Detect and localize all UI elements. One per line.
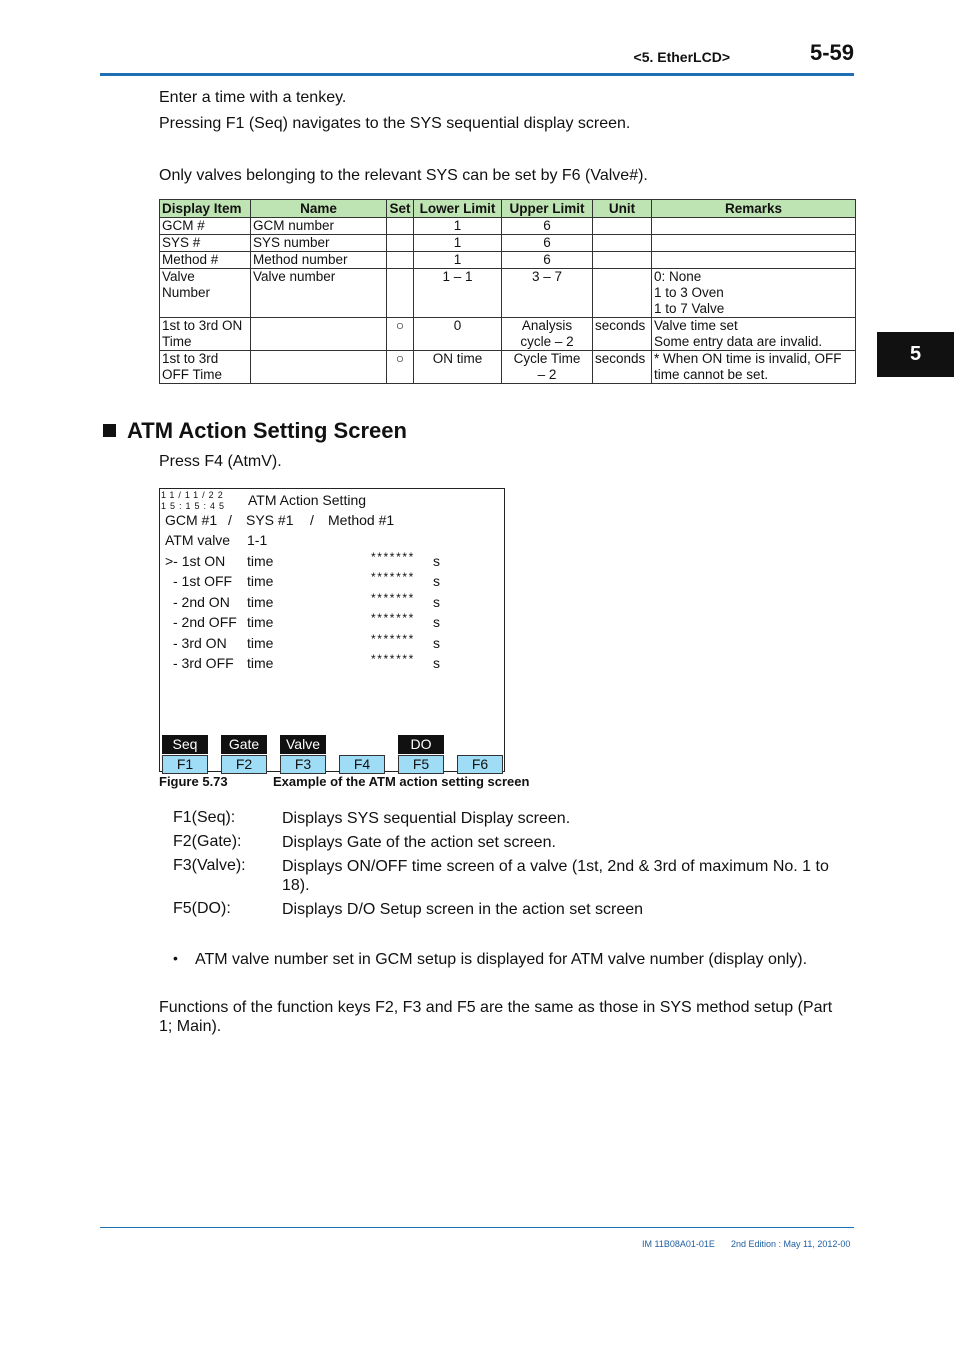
- table-row: [160, 351, 856, 384]
- lcd-row-label: - 2nd ON: [173, 593, 230, 610]
- cell-lower-limit: ON time: [414, 351, 502, 384]
- desc-text-f3: Displays ON/OFF time screen of a valve (1st, 2nd & 3rd of maximum No. 1 to 18).: [282, 858, 829, 894]
- softkey-label-gate: Gate: [221, 735, 267, 754]
- lcd-row-value[interactable]: *******: [371, 550, 415, 564]
- cell-set: [387, 252, 414, 269]
- section-instruction: Press F4 (AtmV).: [159, 453, 282, 470]
- cell-display-item: Method #: [160, 252, 251, 269]
- lcd-row-label: - 2nd OFF: [173, 614, 237, 631]
- desc-term-f3: F3(Valve):: [173, 857, 246, 874]
- cell-name: [251, 318, 387, 351]
- cell-remarks: 0: None 1 to 3 Oven 1 to 7 Valve: [652, 269, 856, 318]
- running-header-section: <5. EtherLCD>: [633, 49, 730, 65]
- table-row: [160, 252, 856, 269]
- cell-upper-limit: Analysis cycle – 2: [502, 318, 593, 351]
- chapter-tab: 5: [877, 332, 954, 377]
- col-header-display-item: Display Item: [160, 200, 251, 218]
- lcd-row-time-label: time: [247, 553, 274, 569]
- lcd-row-label: - 3rd ON: [173, 634, 227, 651]
- function-key-f2[interactable]: F2: [221, 755, 267, 774]
- lcd-row-value[interactable]: *******: [371, 652, 415, 666]
- cell-lower-limit: 1: [414, 235, 502, 252]
- softkey-label-valve: Valve: [280, 735, 326, 754]
- lcd-gcm: GCM #1: [165, 512, 218, 528]
- bullet-note: ATM valve number set in GCM setup is displayed for ATM valve number (display only).: [195, 951, 808, 968]
- settings-table: [159, 199, 856, 384]
- cell-name: GCM number: [251, 218, 387, 235]
- desc-text-f1: Displays SYS sequential Display screen.: [282, 810, 571, 827]
- function-key-f5[interactable]: F5: [398, 755, 444, 774]
- lcd-row-unit: s: [433, 593, 440, 610]
- header-rule: [100, 73, 854, 76]
- cell-unit: [593, 218, 652, 235]
- lcd-time: 15:15:45: [161, 501, 229, 511]
- lcd-row-time-label: time: [247, 634, 274, 651]
- cell-set: ○: [387, 318, 414, 351]
- intro-line-1: Enter a time with a tenkey.: [159, 89, 347, 106]
- lcd-row-label: - 1st OFF: [173, 573, 233, 590]
- cell-upper-limit: 6: [502, 218, 593, 235]
- table-header-row: [160, 200, 856, 218]
- lcd-sys: SYS #1: [246, 512, 294, 528]
- lcd-row-time-label: time: [247, 573, 274, 590]
- lcd-separator: /: [228, 512, 232, 528]
- col-header-name: Name: [251, 200, 387, 218]
- cell-unit: [593, 252, 652, 269]
- footer-rule: [100, 1227, 854, 1228]
- lcd-row-unit: s: [433, 614, 440, 631]
- lcd-row-value[interactable]: *******: [371, 631, 415, 646]
- cell-remarks: [652, 218, 856, 235]
- cell-name: [251, 351, 387, 384]
- intro-line-3: Only valves belonging to the relevant SYS can be set by F6 (Valve#).: [159, 167, 648, 184]
- lcd-row-unit: s: [433, 634, 440, 651]
- table-row: [160, 269, 856, 318]
- col-header-remarks: Remarks: [652, 200, 856, 218]
- col-header-unit: Unit: [593, 200, 652, 218]
- lcd-date: 11/11/22: [161, 490, 227, 500]
- desc-term-f5: F5(DO):: [173, 900, 231, 917]
- cell-set: [387, 218, 414, 235]
- cell-unit: [593, 235, 652, 252]
- page-number: 5-59: [809, 40, 854, 65]
- cell-upper-limit: 6: [502, 252, 593, 269]
- cell-remarks: Valve time set Some entry data are invalid.: [652, 318, 856, 351]
- cell-display-item: Valve Number: [160, 269, 251, 318]
- cell-upper-limit: Cycle Time – 2: [502, 351, 593, 384]
- cell-unit: [593, 269, 652, 318]
- cell-lower-limit: 0: [414, 318, 502, 351]
- function-key-f3[interactable]: F3: [280, 755, 326, 774]
- section-bullet-icon: [103, 424, 116, 437]
- lcd-screen: [159, 488, 505, 772]
- function-key-f1[interactable]: F1: [162, 755, 208, 774]
- cell-remarks: * When ON time is invalid, OFF time cannot be set.: [652, 351, 856, 384]
- bullet-icon: •: [173, 950, 178, 966]
- lcd-row-unit: s: [433, 655, 440, 671]
- cell-upper-limit: 3 – 7: [502, 269, 593, 318]
- cell-lower-limit: 1: [414, 218, 502, 235]
- function-key-f6[interactable]: F6: [457, 755, 503, 774]
- desc-term-f1: F1(Seq):: [173, 809, 236, 826]
- lcd-row-label: - 3rd OFF: [173, 655, 234, 671]
- lcd-row-value[interactable]: *******: [371, 611, 415, 626]
- lcd-row-time-label: time: [247, 593, 274, 610]
- softkey-label-seq: Seq: [162, 735, 208, 754]
- cell-unit: seconds: [593, 318, 652, 351]
- col-header-set: Set: [387, 200, 414, 218]
- lcd-row-unit: s: [433, 573, 440, 590]
- cell-name: Valve number: [251, 269, 387, 318]
- lcd-row-time-label: time: [247, 655, 274, 671]
- cell-display-item: SYS #: [160, 235, 251, 252]
- col-header-upper-limit: Upper Limit: [502, 200, 593, 218]
- cell-unit: seconds: [593, 351, 652, 384]
- function-key-f4[interactable]: F4: [339, 755, 385, 774]
- closing-paragraph: Functions of the function keys F2, F3 and F5 are the same as those in SYS method setup (Part 1; Main).: [159, 999, 833, 1035]
- desc-text-f2: Displays Gate of the action set screen.: [282, 834, 556, 851]
- cell-remarks: [652, 235, 856, 252]
- lcd-atm-label: ATM valve: [165, 532, 231, 548]
- cell-lower-limit: 1: [414, 252, 502, 269]
- footer-doc-id: IM 11B08A01-01E: [642, 1239, 715, 1249]
- lcd-row-label: >- 1st ON: [165, 553, 226, 569]
- lcd-row-value[interactable]: *******: [371, 590, 415, 605]
- lcd-row-unit: s: [433, 553, 440, 569]
- lcd-atm-value: 1-1: [247, 532, 268, 548]
- cell-set: [387, 235, 414, 252]
- section-title: ATM Action Setting Screen: [127, 418, 407, 443]
- cell-lower-limit: 1 – 1: [414, 269, 502, 318]
- cell-remarks: [652, 252, 856, 269]
- figure-number: Figure 5.73: [159, 774, 228, 789]
- desc-text-f5: Displays D/O Setup screen in the action set screen: [282, 901, 644, 918]
- lcd-method: Method #1: [328, 512, 395, 528]
- lcd-separator: /: [310, 512, 314, 528]
- table-row: [160, 218, 856, 235]
- lcd-title: ATM Action Setting: [248, 492, 367, 508]
- cell-display-item: 1st to 3rd OFF Time: [160, 351, 251, 384]
- col-header-lower-limit: Lower Limit: [414, 200, 502, 218]
- table-row: [160, 235, 856, 252]
- desc-term-f2: F2(Gate):: [173, 833, 242, 850]
- intro-line-2: Pressing F1 (Seq) navigates to the SYS sequential display screen.: [159, 115, 631, 132]
- cell-set: ○: [387, 351, 414, 384]
- figure-caption: Example of the ATM action setting screen: [273, 774, 530, 789]
- cell-display-item: 1st to 3rd ON Time: [160, 318, 251, 351]
- lcd-row-time-label: time: [247, 614, 274, 631]
- cell-name: Method number: [251, 252, 387, 269]
- cell-name: SYS number: [251, 235, 387, 252]
- cell-display-item: GCM #: [160, 218, 251, 235]
- lcd-row-value[interactable]: *******: [371, 570, 415, 585]
- footer-edition: 2nd Edition : May 11, 2012-00: [731, 1239, 851, 1249]
- cell-set: [387, 269, 414, 318]
- cell-upper-limit: 6: [502, 235, 593, 252]
- softkey-label-do: DO: [398, 735, 444, 754]
- table-row: [160, 318, 856, 351]
